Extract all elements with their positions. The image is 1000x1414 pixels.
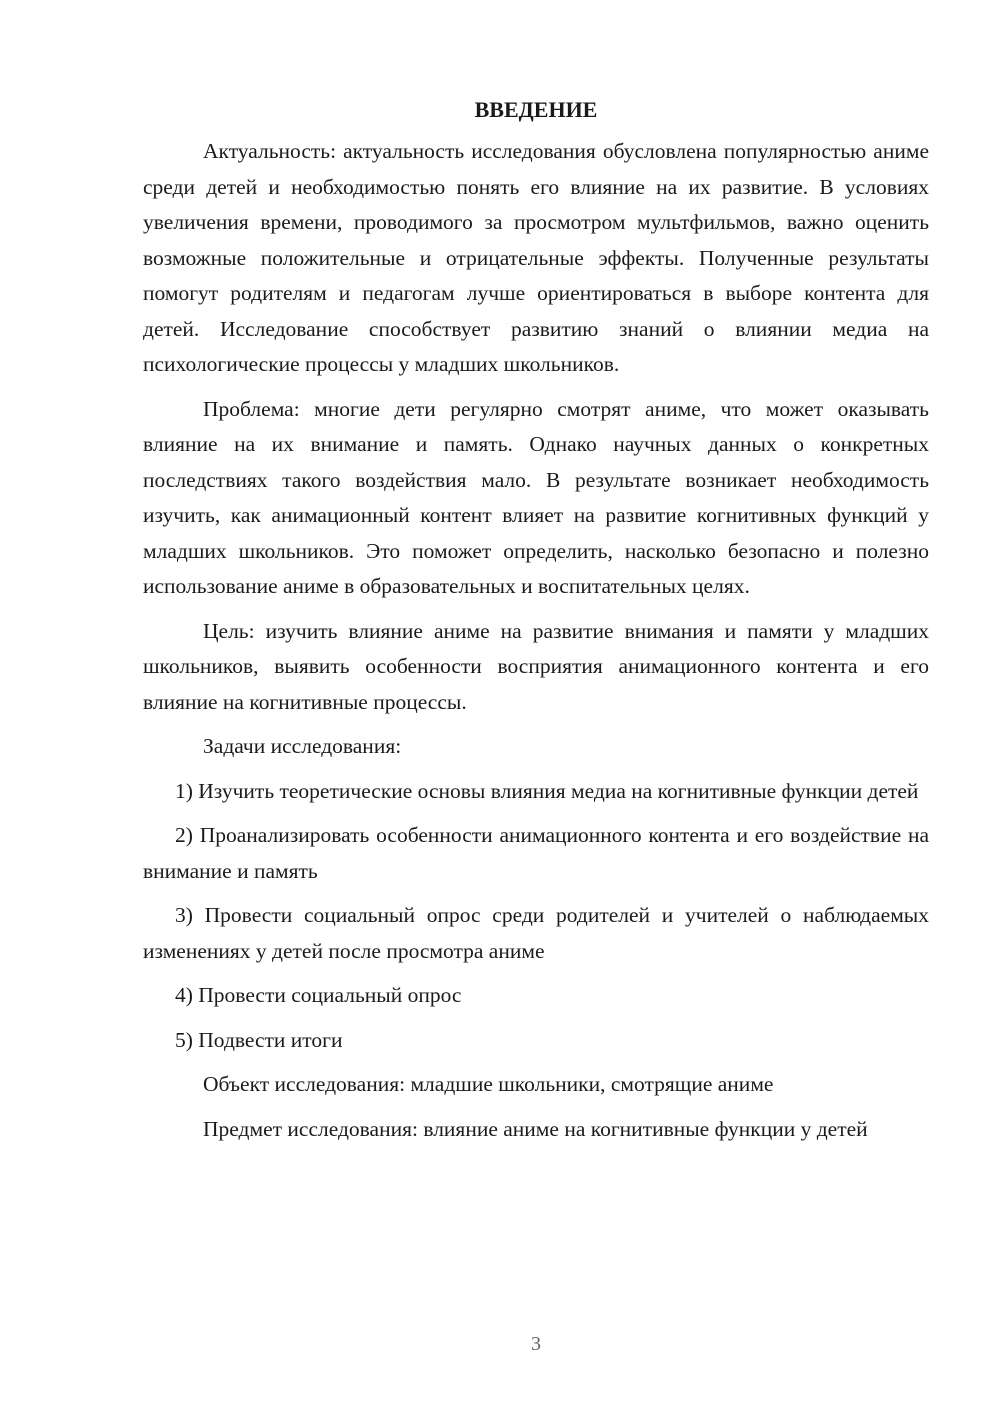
research-subject-paragraph: Предмет исследования: влияние аниме на когнитивные функции у детей: [203, 1116, 868, 1141]
task-item: 4) Провести социальный опрос: [175, 983, 462, 1007]
section-title: ВВЕДЕНИЕ: [474, 97, 598, 122]
task-item: 3) Провести социальный опрос среди родителей и учителей о наблюдаемых изменениях у детей после просмотра аниме: [143, 903, 929, 963]
research-object-paragraph: Объект исследования: младшие школьники, смотрящие аниме: [203, 1072, 774, 1096]
task-item: 5) Подвести итоги: [175, 1027, 343, 1052]
relevance-paragraph: Актуальность: актуальность исследования обусловлена популярностью аниме среди детей и необходимостью понять его влияние на их развитие. В условиях увеличения времени, проводимого за просмотром мультфильмов, важно оценить возможные положительные и отрицательные эффекты. Полученные результаты помогут родителям и педагогам лучше ориентироваться в выборе контента для детей. Исследование способствует развитию знаний о влиянии медиа на психологические процессы у младших школьников.: [143, 139, 929, 376]
task-item: 2) Проанализировать особенности анимационного контента и его воздействие на внимание и память: [143, 823, 929, 883]
task-item: 1) Изучить теоретические основы влияния медиа на когнитивные функции детей: [175, 778, 919, 803]
page-number: 3: [531, 1333, 541, 1355]
tasks-heading: Задачи исследования:: [203, 734, 402, 758]
goal-paragraph: Цель: изучить влияние аниме на развитие внимания и памяти у младших школьников, выявить особенности восприятия анимационного контента и его влияние на когнитивные процессы.: [143, 618, 929, 714]
problem-paragraph: Проблема: многие дети регулярно смотрят аниме, что может оказывать влияние на их внимание и память. Однако научных данных о конкретных последствиях такого воздействия мало. В результате возникает необходимость изучить, как анимационный контент влияет на развитие когнитивных функций у младших школьников. Это поможет определить, насколько безопасно и полезно использование аниме в образовательных и воспитательных целях.: [143, 396, 929, 598]
page-content: [143, 92, 929, 1156]
